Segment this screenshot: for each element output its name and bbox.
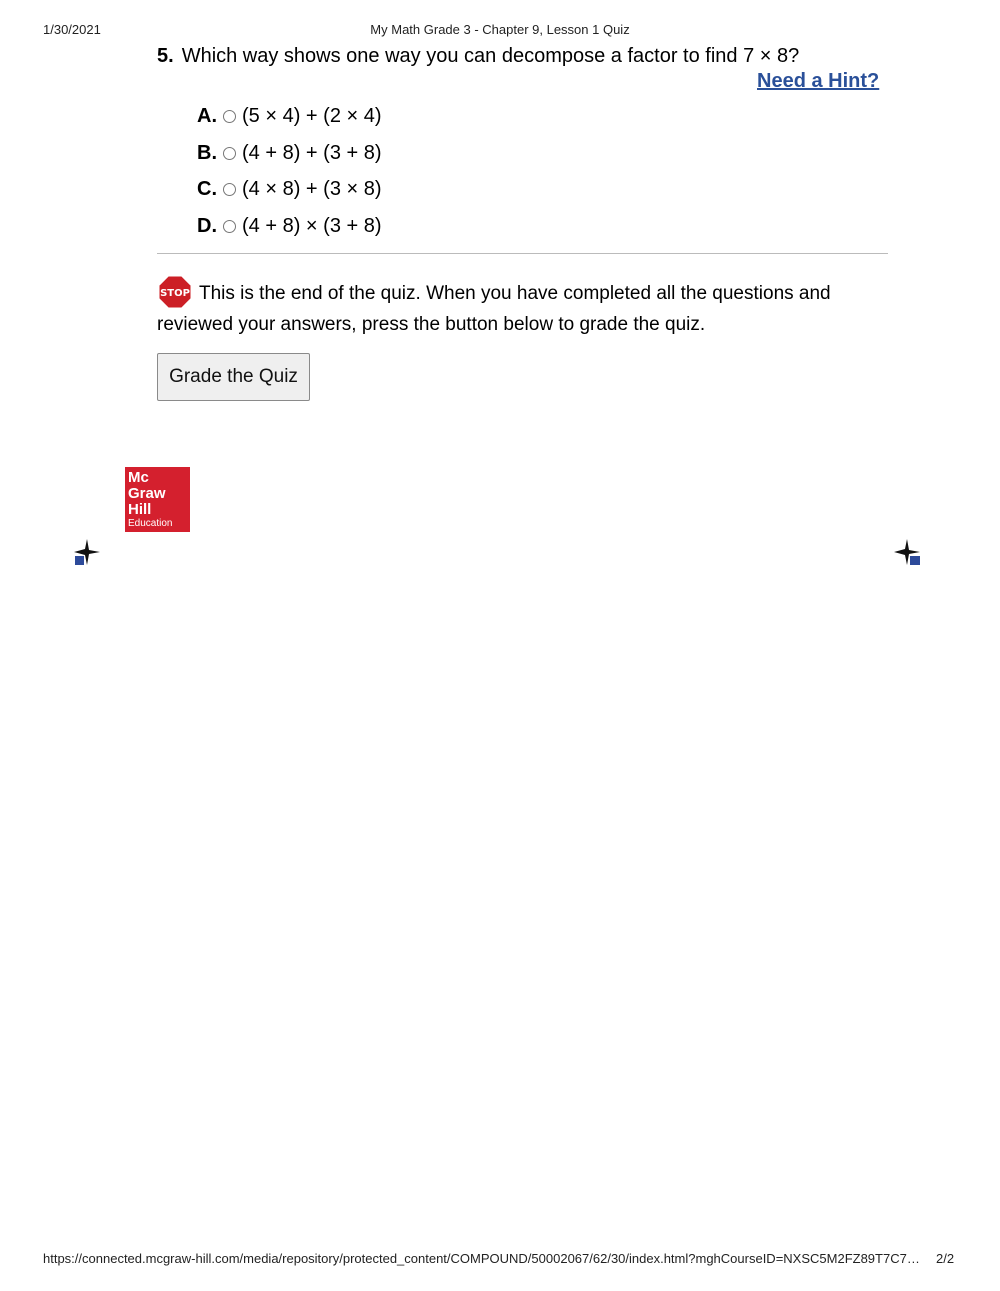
choice-a[interactable] xyxy=(197,103,382,129)
mcgraw-hill-education-logo xyxy=(125,467,190,532)
radio-button-d[interactable] xyxy=(223,220,236,233)
choice-b[interactable] xyxy=(197,140,382,166)
choice-letter: B. xyxy=(197,141,217,164)
print-footer-url: https://connected.mcgraw-hill.com/media/repository/protected_content/COMPOUND/50002067/62/30/index.html?mghCourseID=NXSC5M2FZ89T7C7… xyxy=(43,1251,920,1266)
question-text: Which way shows one way you can decompose a factor to find 7 × 8? xyxy=(181,45,800,67)
logo-line-mc: Mc xyxy=(128,469,149,486)
choice-text: (4 + 8) × (3 + 8) xyxy=(242,214,382,237)
choice-letter: C. xyxy=(197,177,217,200)
choice-d[interactable] xyxy=(197,213,382,239)
radio-button-c[interactable] xyxy=(223,183,236,196)
choice-text: (5 × 4) + (2 × 4) xyxy=(242,104,382,127)
logo-line-hill: Hill xyxy=(128,501,152,518)
stop-sign-text: STOP xyxy=(160,288,190,299)
print-date: 1/30/2021 xyxy=(43,22,101,37)
grade-quiz-button[interactable]: Grade the Quiz xyxy=(157,353,310,401)
logo-line-education: Education xyxy=(128,518,173,529)
choice-c[interactable] xyxy=(197,176,382,202)
section-divider xyxy=(157,253,888,254)
scan-corner-mark-left xyxy=(73,538,101,566)
scan-corner-mark-right xyxy=(893,538,921,566)
question-prompt xyxy=(157,45,799,68)
end-of-quiz-message: This is the end of the quiz. When you have completed all the questions and reviewed your answers, press the button below to grade the quiz. xyxy=(157,283,831,335)
choice-letter: D. xyxy=(197,214,217,237)
print-page-number: 2/2 xyxy=(936,1251,955,1266)
choice-letter: A. xyxy=(197,104,217,127)
need-hint-link[interactable]: Need a Hint? xyxy=(757,70,880,92)
radio-button-b[interactable] xyxy=(223,147,236,160)
choice-text: (4 + 8) + (3 + 8) xyxy=(242,141,382,164)
print-title: My Math Grade 3 - Chapter 9, Lesson 1 Quiz xyxy=(370,22,630,37)
question-number: 5. xyxy=(157,45,174,67)
choice-text: (4 × 8) + (3 × 8) xyxy=(242,177,382,200)
radio-button-a[interactable] xyxy=(223,110,236,123)
logo-line-graw: Graw xyxy=(128,485,166,502)
